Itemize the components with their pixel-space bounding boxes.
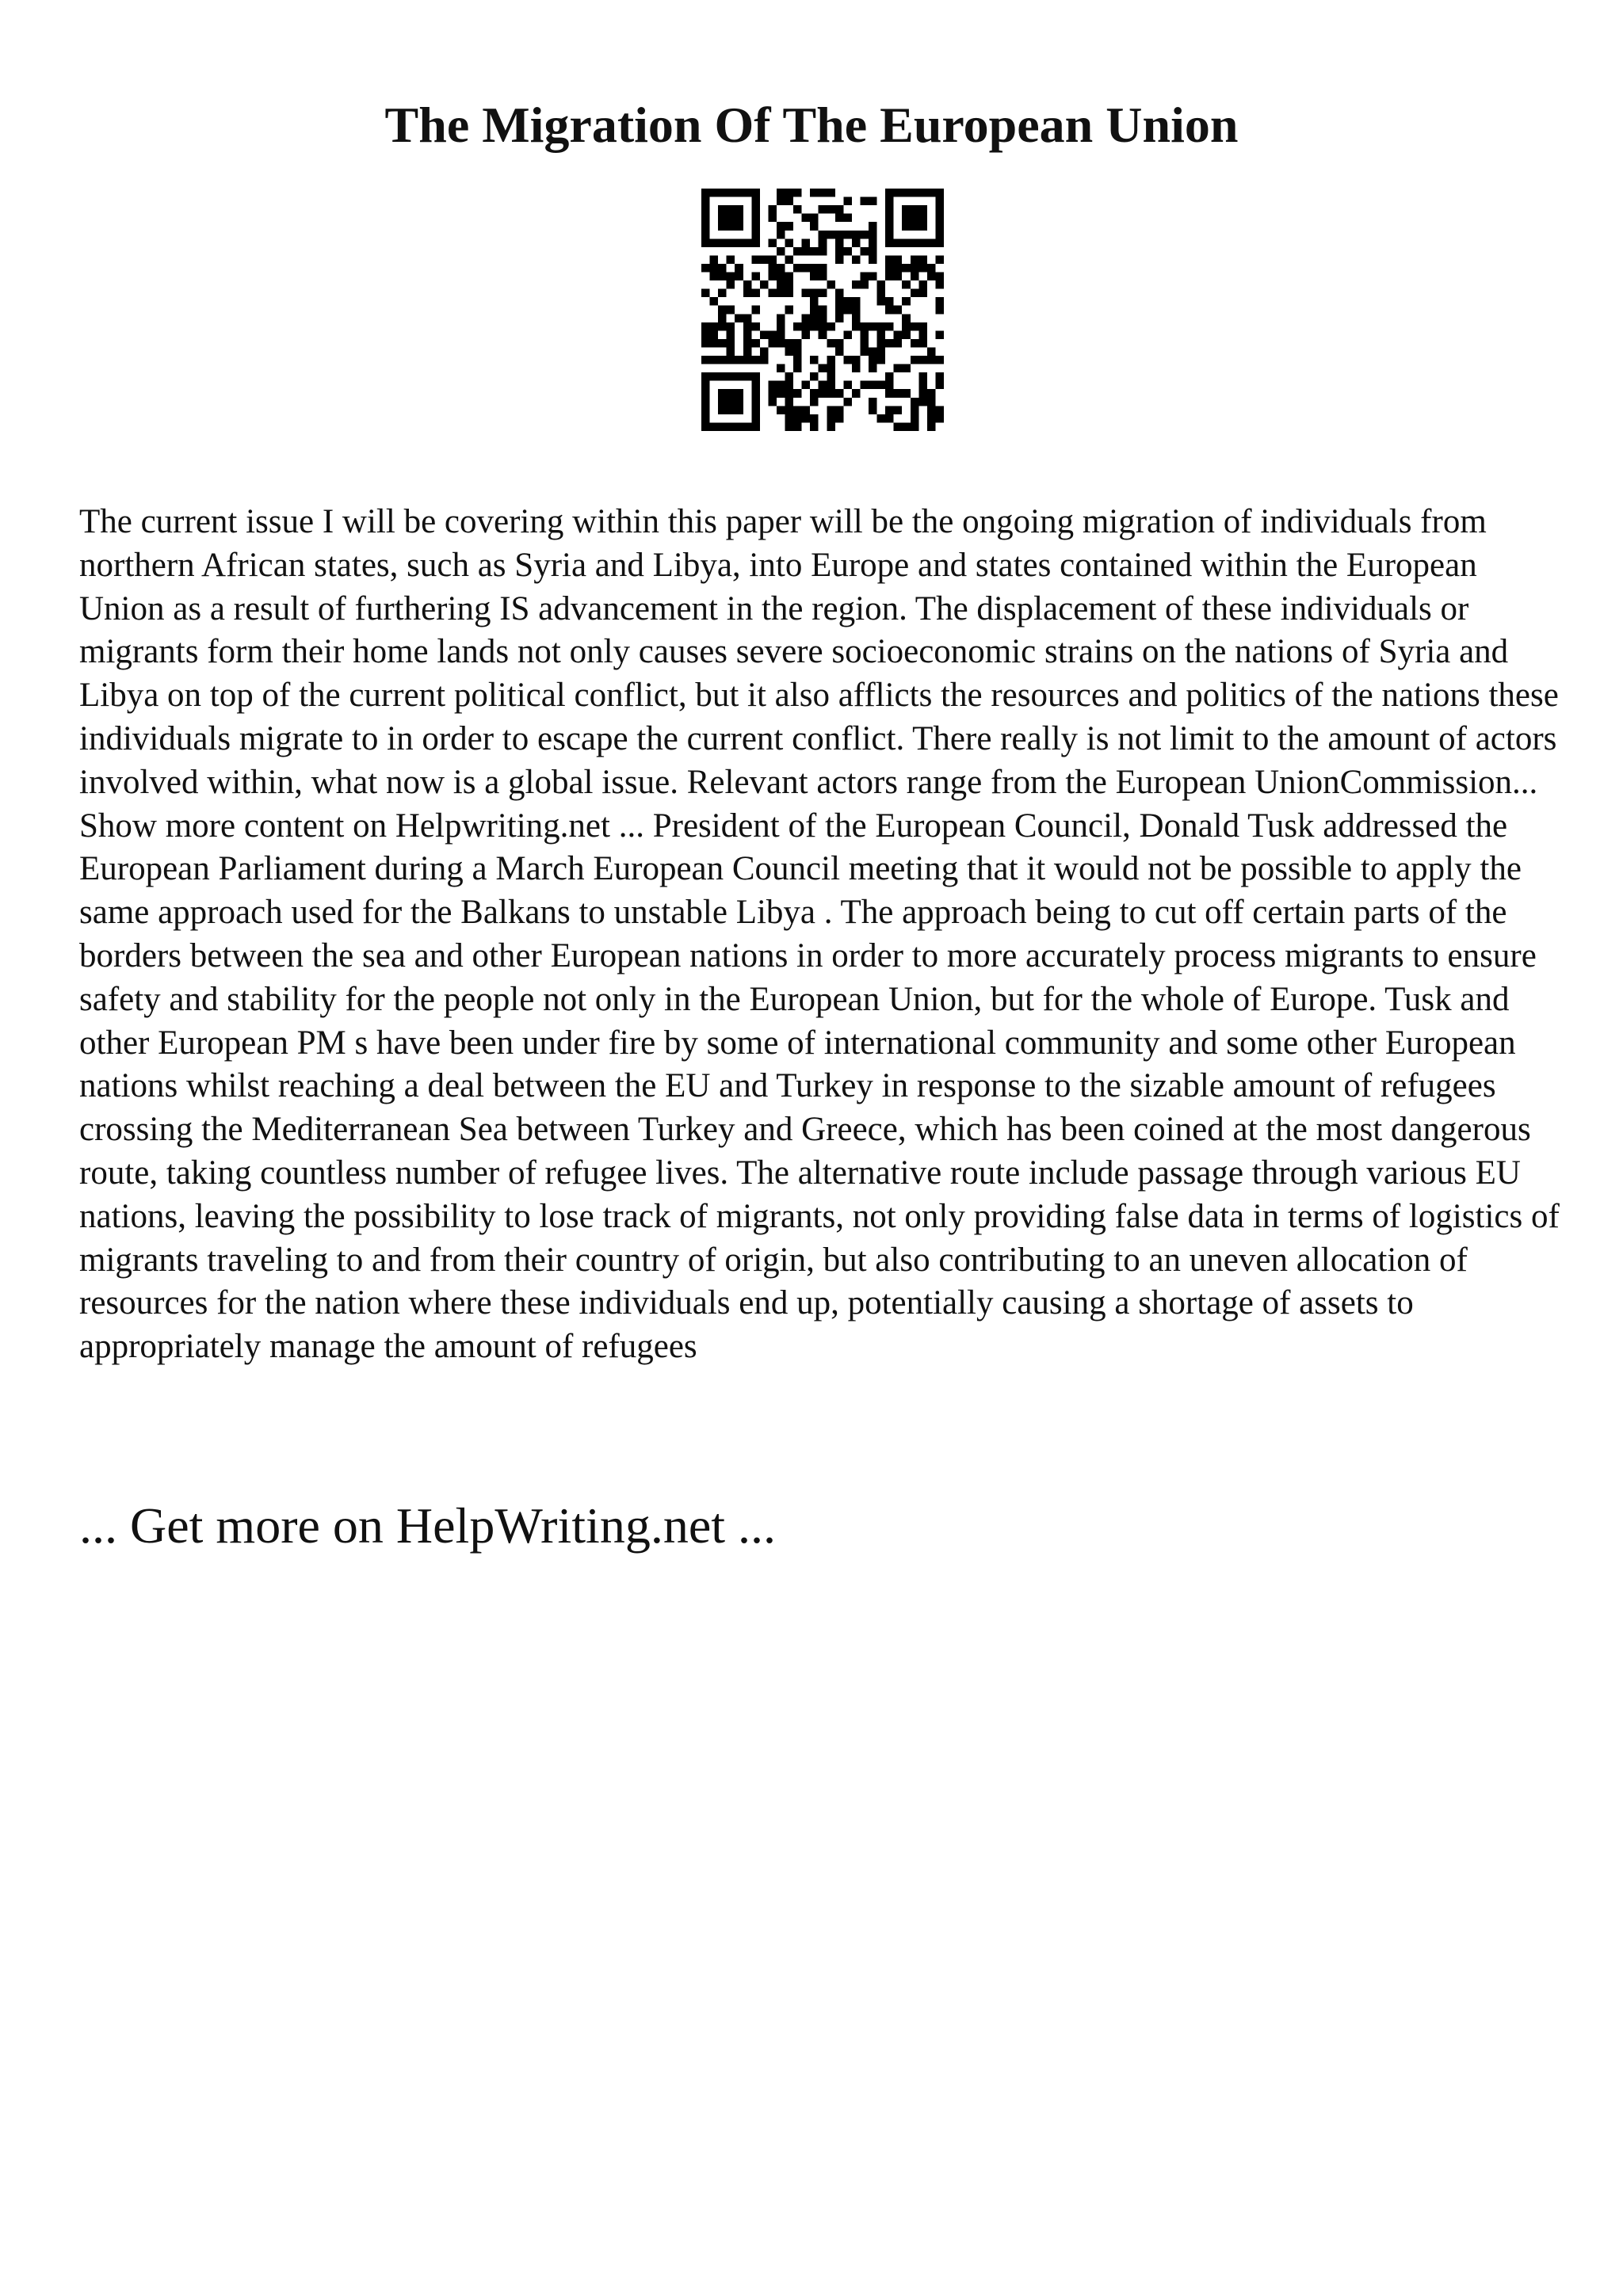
document-title: The Migration Of The European Union [384, 97, 1239, 153]
body-paragraph: The current issue I will be covering within this paper will be the ongoing migration of individuals from northern African states, such as Syria and Libya, into Europe and states contained within the European Union as a result of furthering IS advancement in the region. The displacement of these individuals or migrants form their home lands not only causes severe socioeconomic strains on the nations of Syria and Libya on top of the current political conflict, but it also afflicts the resources and politics of the nations these individuals migrate to in order to escape the current conflict. There really is not limit to the amount of actors involved within, what now is a global issue. Relevant actors range from the European UnionCommission... Show more content on Helpwriting.net ... President of the European Council, Donald Tusk addressed the European Parliament during a March European Council meeting that it would not be possible to apply the same approach used for the Balkans to unstable Libya . The approach being to cut off certain parts of the borders between the sea and other European nations in order to more accurately process migrants to ensure safety and stability for the people not only in the European Union, but for the whole of Europe. Tusk and other European PM s have been under fire by some of international community and some other European nations whilst reaching a deal between the EU and Turkey in response to the sizable amount of refugees crossing the Mediterranean Sea between Turkey and Greece, which has been coined at the most dangerous route, taking countless number of refugee lives. The alternative route include passage through various EU nations, leaving the possibility to lose track of migrants, not only providing false data in terms of logistics of migrants traveling to and from their country of origin, but also contributing to an uneven allocation of resources for the nation where these individuals end up, potentially causing a shortage of assets to appropriately manage the amount of refugees [79, 503, 1560, 1366]
qr-code-icon [701, 189, 944, 431]
get-more-link[interactable]: ... Get more on HelpWriting.net ... [79, 1497, 776, 1554]
